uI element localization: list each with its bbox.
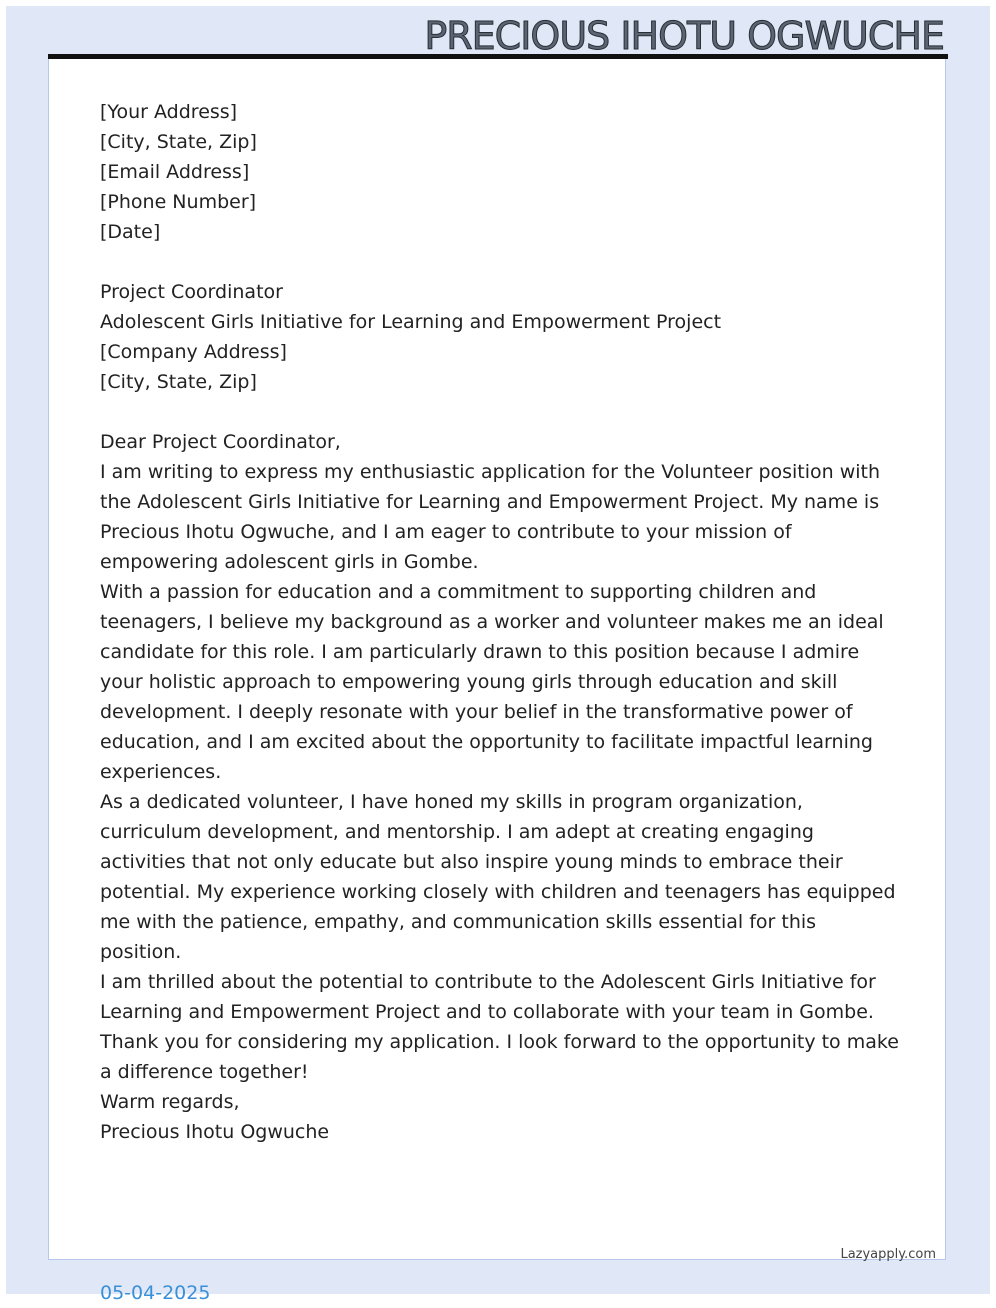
- sender-date: [Date]: [100, 221, 161, 243]
- sender-phone: [Phone Number]: [100, 191, 257, 213]
- body-paragraph-2: With a passion for education and a commitment to supporting children and teenagers, I believe my background as a worker and volunteer makes me an ideal candidate for this role. I am particularly drawn to this position because I admire your holistic approach to empowering young girls through education and skill development. I deeply resonate with your belief in the transformative power of education, and I am excited about the opportunity to facilitate impactful learning experiences.: [100, 581, 884, 783]
- date-stamp: 05-04-2025: [100, 1282, 211, 1304]
- recipient-address-block: [100, 277, 900, 397]
- watermark-link[interactable]: Lazyapply.com: [840, 1247, 936, 1262]
- body-paragraph-1: I am writing to express my enthusiastic application for the Volunteer position with the Adolescent Girls Initiative for Learning and Empowerment Project. My name is Precious Ihotu Ogwuche, and I am eager to contribute to your mission of empowering adolescent girls in Gombe.: [100, 461, 881, 573]
- sender-address-block: [100, 97, 900, 247]
- signature-name: Precious Ihotu Ogwuche: [100, 1121, 330, 1143]
- cover-letter-body: [100, 97, 900, 1147]
- body-paragraph-3: As a dedicated volunteer, I have honed my skills in program organization, curriculum development, and mentorship. I am adept at creating engaging activities that not only educate but also inspire young minds to embrace their potential. My experience working closely with children and teenagers has equipped me with the patience, empathy, and communication skills essential for this position.: [100, 791, 896, 963]
- closing: Warm regards,: [100, 1091, 240, 1113]
- recipient-city-state-zip: [City, State, Zip]: [100, 371, 257, 393]
- recipient-address: [Company Address]: [100, 341, 287, 363]
- recipient-title: Project Coordinator: [100, 281, 283, 303]
- recipient-organization: Adolescent Girls Initiative for Learning and Empowerment Project: [100, 311, 722, 333]
- sender-city-state-zip: [City, State, Zip]: [100, 131, 257, 153]
- sender-address: [Your Address]: [100, 101, 238, 123]
- body-paragraph-4: I am thrilled about the potential to contribute to the Adolescent Girls Initiative for Learning and Empowerment Project and to collaborate with your team in Gombe. Thank you for considering my application. I look forward to the opportunity to make a difference together!: [100, 971, 899, 1083]
- salutation: Dear Project Coordinator,: [100, 431, 341, 453]
- applicant-name-header: PRECIOUS IHOTU OGWUCHE: [424, 14, 944, 58]
- sender-email: [Email Address]: [100, 161, 250, 183]
